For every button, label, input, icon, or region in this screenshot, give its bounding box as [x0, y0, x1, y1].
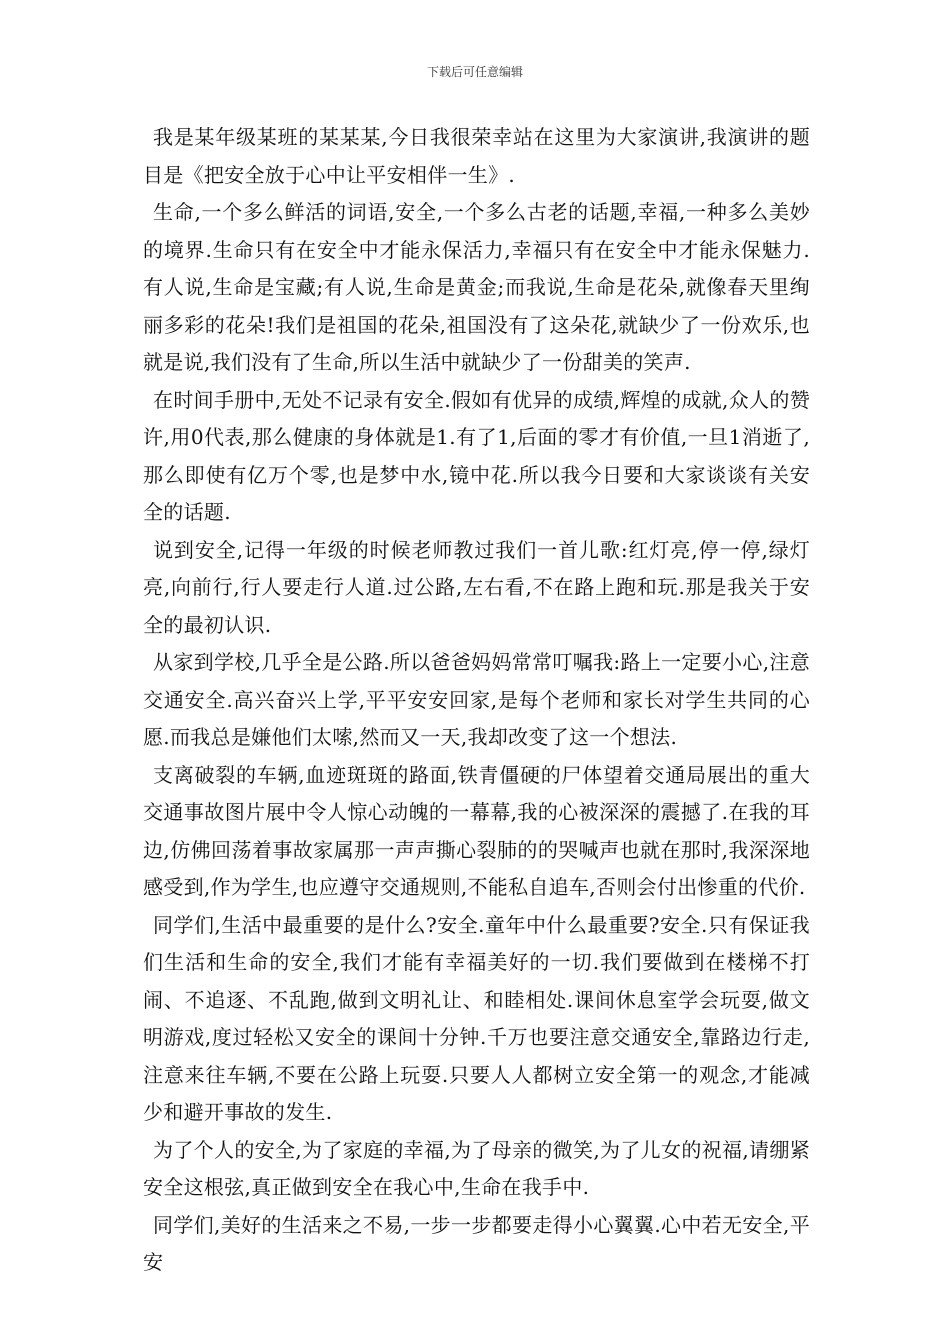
- paragraph-life: 生命,一个多么鲜活的词语,安全,一个多么古老的话题,幸福,一种多么美妙的境界.生命只有在安全中才能永保活力,幸福只有在安全中才能永保魅力.有人说,生命是宝藏;有人说,生命是黄金;而我说,生命是花朵,就像春天里绚丽多彩的花朵!我们是祖国的花朵,祖国没有了这朵花,就缺少了一份欢乐,也就是说,我们没有了生命,所以生活中就缺少了一份甜美的笑声.: [143, 200, 810, 374]
- paragraph-most-important: 同学们,生活中最重要的是什么?安全.童年中什么最重要?安全.只有保证我们生活和生命的安全,我们才能有幸福美好的一切.我们要做到在楼梯不打闹、不追逐、不乱跑,做到文明礼让、和睦相处.课间休息室学会玩耍,做文明游戏,度过轻松又安全的课间十分钟.千万也要注意交通安全,靠路边行走,注意来往车辆,不要在公路上玩耍.只要人人都树立安全第一的观念,才能减少和避开事故的发生.: [143, 912, 810, 1124]
- paragraph-nursery-rhyme: 说到安全,记得一年级的时候老师教过我们一首儿歌:红灯亮,停一停,绿灯亮,向前行,行人要走行人道.过公路,左右看,不在路上跑和玩.那是我关于安全的最初认识.: [143, 537, 810, 637]
- paragraph-home-to-school: 从家到学校,几乎全是公路.所以爸爸妈妈常常叮嘱我:路上一定要小心,注意交通安全.高兴奋兴上学,平平安安回家,是每个老师和家长对学生共同的心愿.而我总是嫌他们太嗦,然而又一天,我却改变了这一个想法.: [143, 650, 810, 749]
- page-header-note: 下载后可任意编辑: [426, 65, 523, 79]
- paragraph-closing: 同学们,美好的生活来之不易,一步一步都要走得小心翼翼.心中若无安全,平安: [143, 1212, 810, 1274]
- paragraph-time-handbook: 在时间手册中,无处不记录有安全.假如有优异的成绩,辉煌的成就,众人的赞许,用0代表,那么健康的身体就是1.有了1,后面的零才有价值,一旦1消逝了,那么即使有亿万个零,也是梦中水,镜中花.所以我今日要和大家谈谈有关安全的话题.: [143, 387, 810, 524]
- paragraph-accident-exhibit: 支离破裂的车辆,血迹斑斑的路面,铁青僵硬的尸体望着交通局展出的重大交通事故图片展中令人惊心动魄的一幕幕,我的心被深深的震撼了.在我的耳边,仿佛回荡着事故家属那一声声撕心裂肺的的哭喊声也就在那时,我深深地感受到,作为学生,也应遵守交通规则,不能私自追车,否则会付出惨重的代价.: [143, 762, 810, 899]
- paragraph-intro: 我是某年级某班的某某某,今日我很荣幸站在这里为大家演讲,我演讲的题目是《把安全放于心中让平安相伴一生》.: [143, 125, 810, 187]
- paragraph-for-safety: 为了个人的安全,为了家庭的幸福,为了母亲的微笑,为了儿女的祝福,请绷紧安全这根弦,真正做到安全在我心中,生命在我手中.: [143, 1137, 810, 1199]
- speech-body: [143, 119, 810, 1282]
